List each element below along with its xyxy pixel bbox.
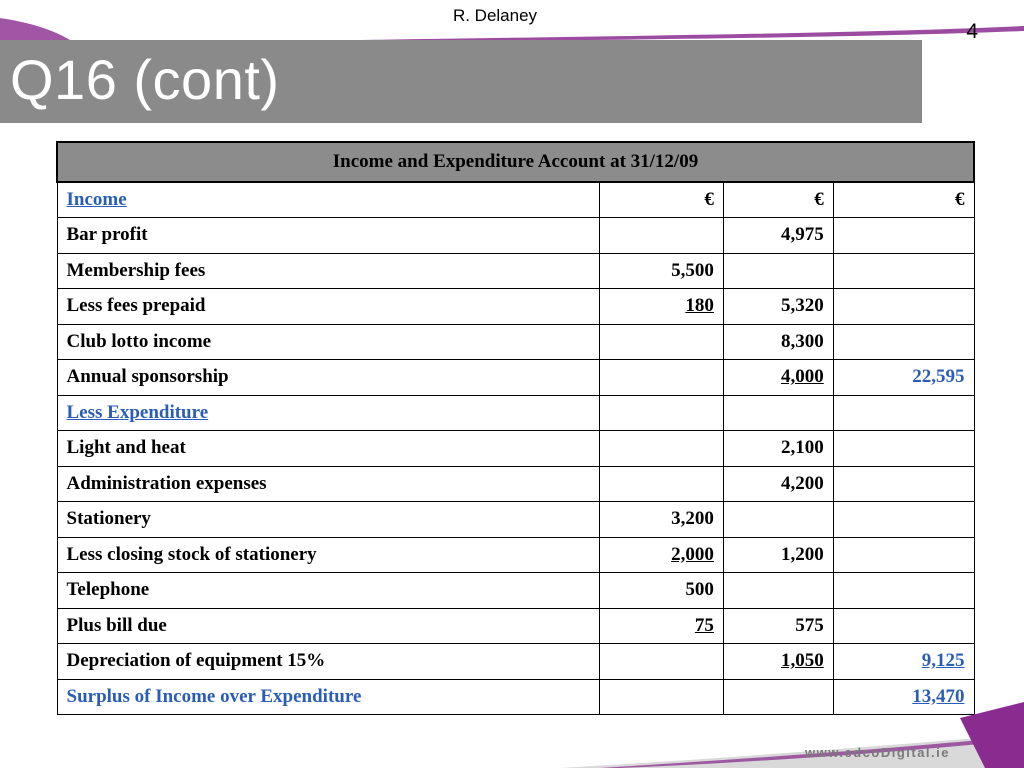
table-row: [57, 608, 974, 644]
surplus-total: 13,470: [912, 685, 965, 707]
row-label: Plus bill due: [57, 608, 600, 644]
table-row: [57, 573, 974, 609]
table-row: [57, 324, 974, 360]
page-title: Q16 (cont): [10, 48, 280, 111]
cell-value: [723, 573, 833, 609]
cell-value: 8,300: [723, 324, 833, 360]
cell-value-underlined: 2,000: [671, 543, 714, 565]
cell-value: [833, 431, 974, 467]
cell-value: [833, 253, 974, 289]
cell-value: [600, 608, 724, 644]
cell-value: [833, 466, 974, 502]
cell-value: [600, 395, 724, 431]
cell-value: [833, 289, 974, 325]
cell-value: [723, 644, 833, 680]
row-label: Less fees prepaid: [57, 289, 600, 325]
expenditure-total: 9,125: [921, 650, 965, 672]
cell-value: [833, 395, 974, 431]
row-label: Annual sponsorship: [57, 360, 600, 396]
cell-value: 1,200: [723, 537, 833, 573]
row-label: Light and heat: [57, 431, 600, 467]
slide-number: 4: [966, 20, 978, 43]
table-heading: Income and Expenditure Account at 31/12/09: [57, 142, 974, 182]
cell-value: 2,100: [723, 431, 833, 467]
cell-value: 5,500: [600, 253, 724, 289]
cell-value: 5,320: [723, 289, 833, 325]
table-row: [57, 466, 974, 502]
cell-value: [600, 324, 724, 360]
cell-value: 4,200: [723, 466, 833, 502]
table-row: [57, 431, 974, 467]
cell-value: [833, 573, 974, 609]
cell-value: [600, 644, 724, 680]
section-label-income: Income: [57, 182, 600, 218]
table-heading-row: [57, 142, 974, 182]
surplus-label: Surplus of Income over Expenditure: [57, 679, 600, 715]
currency-header: €: [723, 182, 833, 218]
cell-value-underlined: 4,000: [780, 366, 824, 388]
cell-value-underlined: 1,050: [780, 650, 824, 672]
table-row: [57, 395, 974, 431]
row-label: Club lotto income: [57, 324, 600, 360]
currency-header: €: [833, 182, 974, 218]
cell-value: [833, 324, 974, 360]
cell-value-underlined: 75: [694, 614, 714, 636]
row-label: Administration expenses: [57, 466, 600, 502]
cell-value: [600, 537, 724, 573]
row-label: Membership fees: [57, 253, 600, 289]
author-name: R. Delaney: [452, 6, 538, 25]
cell-value: 3,200: [600, 502, 724, 538]
currency-header: €: [600, 182, 724, 218]
cell-value: [723, 360, 833, 396]
table-row: [57, 644, 974, 680]
table-row: [57, 218, 974, 254]
row-label: Bar profit: [57, 218, 600, 254]
cell-value: 4,975: [723, 218, 833, 254]
row-label: Depreciation of equipment 15%: [57, 644, 600, 680]
footer-brand: www.edcoDigital.ie: [805, 745, 950, 760]
cell-value: [723, 502, 833, 538]
income-expenditure-table: [56, 141, 975, 715]
cell-value: [833, 502, 974, 538]
table-row: [57, 537, 974, 573]
table-row: [57, 360, 974, 396]
table-row: [57, 289, 974, 325]
table-row: [57, 253, 974, 289]
row-label: Telephone: [57, 573, 600, 609]
row-label: Stationery: [57, 502, 600, 538]
cell-value: [723, 253, 833, 289]
cell-value: 575: [723, 608, 833, 644]
cell-value: [600, 218, 724, 254]
cell-value: [600, 431, 724, 467]
cell-value: [723, 395, 833, 431]
cell-value: 500: [600, 573, 724, 609]
row-label: Less closing stock of stationery: [57, 537, 600, 573]
table-row: [57, 182, 974, 218]
cell-value: [600, 289, 724, 325]
cell-value: [833, 608, 974, 644]
cell-value-underlined: 180: [685, 295, 714, 317]
cell-value: [833, 537, 974, 573]
income-total: 22,595: [833, 360, 974, 396]
cell-value: [833, 218, 974, 254]
cell-value: [600, 466, 724, 502]
table-row: [57, 502, 974, 538]
cell-value: [600, 360, 724, 396]
section-label-expenditure: Less Expenditure: [57, 395, 600, 431]
expenditure-total-cell: [833, 644, 974, 680]
